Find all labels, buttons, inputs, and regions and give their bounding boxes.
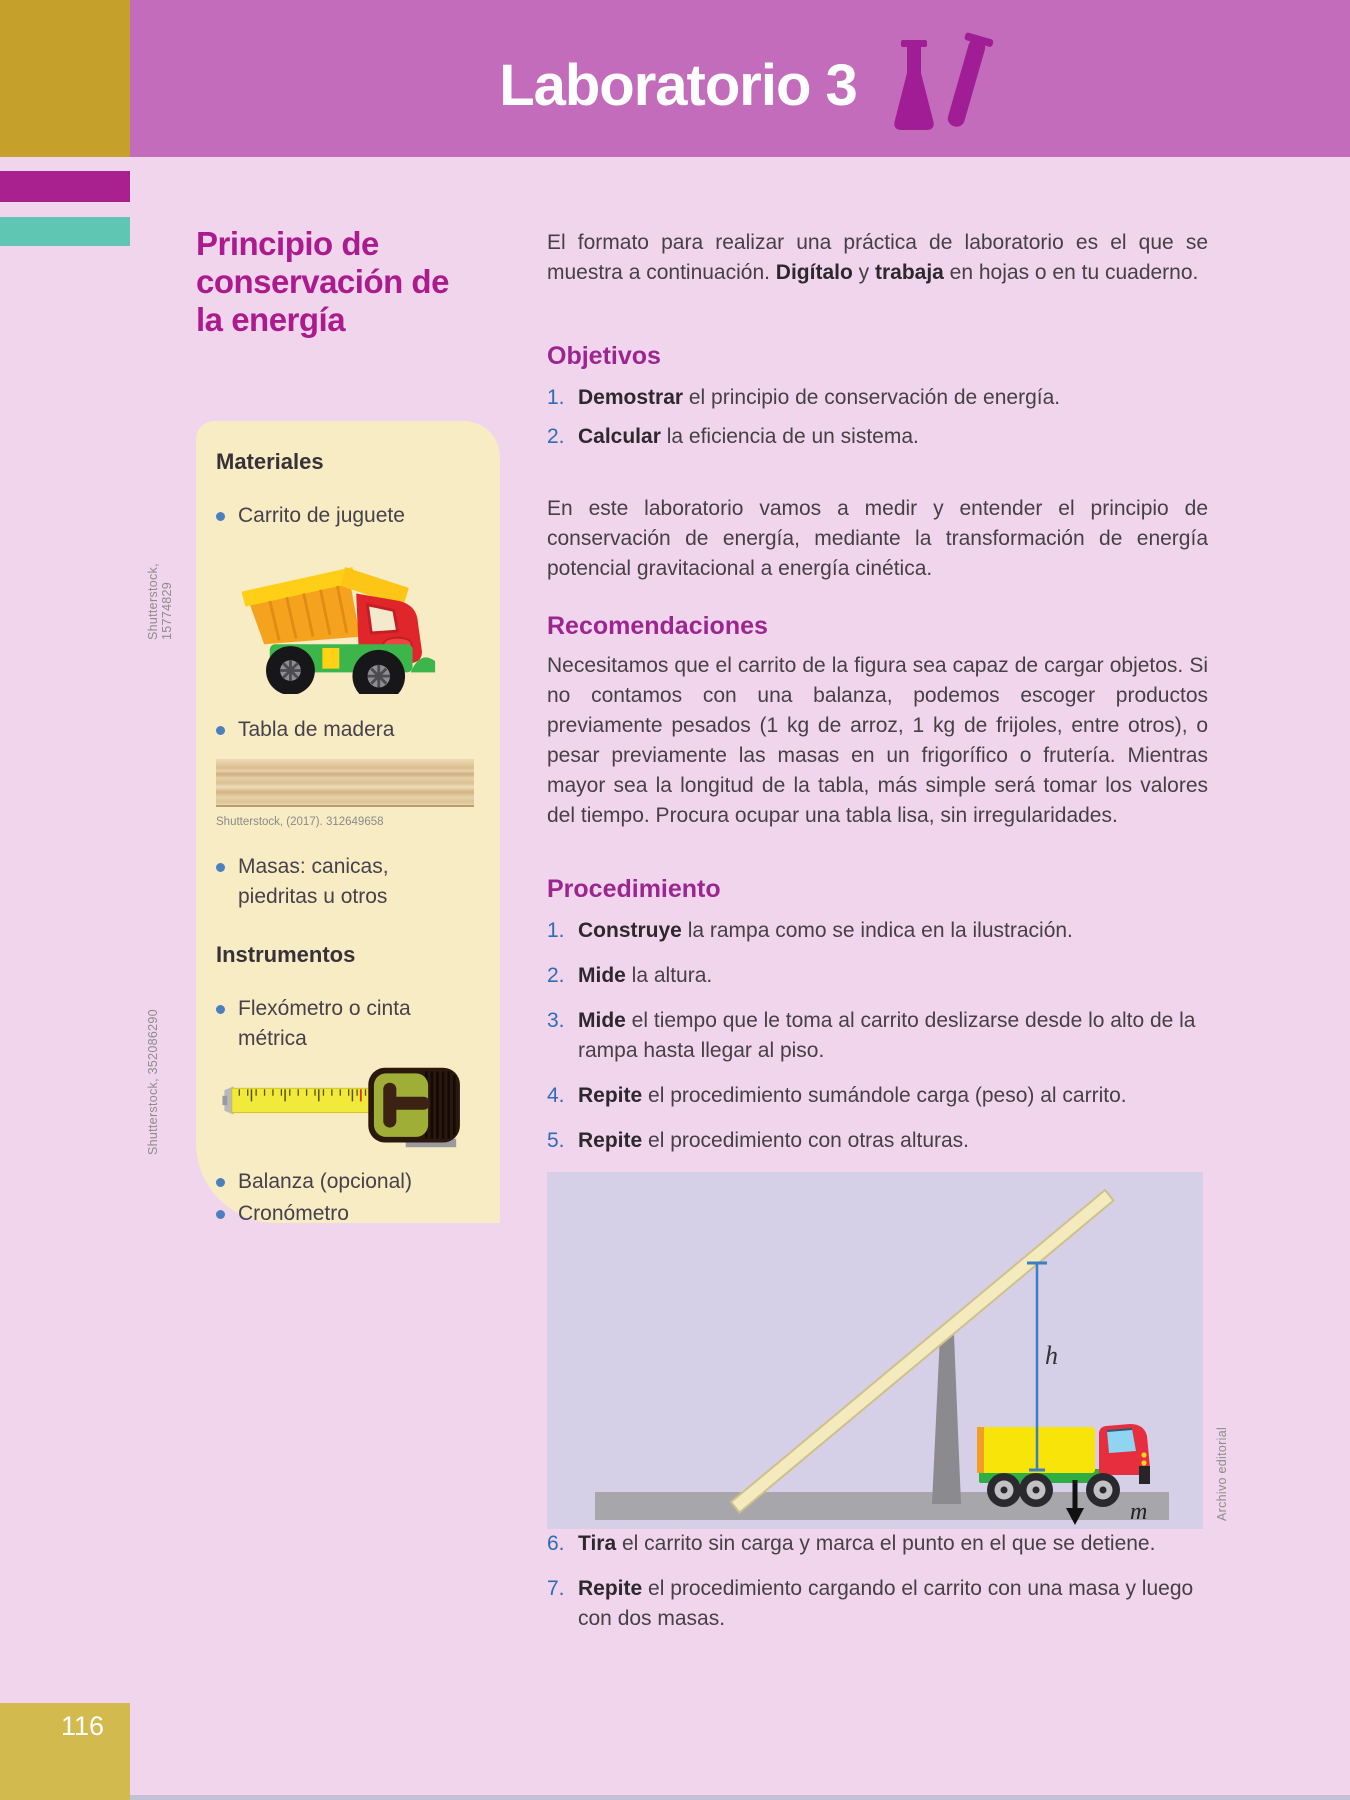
test-tube-icon <box>937 32 995 141</box>
instrument-item-chrono: Cronómetro <box>216 1199 478 1229</box>
material-item-board: Tabla de madera <box>216 715 478 745</box>
figure-credit: Archivo editorial <box>1215 1426 1229 1521</box>
instruments-heading: Instrumentos <box>216 942 356 967</box>
procedimiento-item-5: 5. Repite el procedimiento con otras alturas. <box>547 1129 970 1152</box>
procedimiento-item-6: 6. Tira el carrito sin carga y marca el punto en el que se detiene. <box>547 1532 1156 1555</box>
accent-bar-teal <box>0 217 130 246</box>
page-number: 116 <box>60 1711 104 1741</box>
instrument-item-tape: Flexómetro o cinta métrica <box>216 994 478 1054</box>
bottom-strip <box>130 1795 1350 1800</box>
sidebar-title: Principio de conservación de la energía <box>196 225 449 338</box>
objetivos-heading: Objetivos <box>547 342 661 370</box>
intro-paragraph: El formato para realizar una práctica de laboratorio es el que se muestra a continuación. Digítalo y trabaja en hojas o en tu cuaderno. <box>547 231 1208 284</box>
bullet-icon <box>216 512 225 521</box>
procedimiento-item-2: 2. Mide la altura. <box>547 964 713 987</box>
procedimiento-heading: Procedimiento <box>547 875 721 903</box>
material-item-masses: Masas: canicas, piedritas u otros <box>216 852 478 912</box>
credit-shutterstock-tape: Shutterstock, 352086290 <box>146 1009 160 1155</box>
credit-shutterstock-truck: Shutterstock, 15774829 <box>146 563 174 640</box>
bullet-icon <box>216 1178 225 1187</box>
procedimiento-item-1: 1. Construye la rampa como se indica en la ilustración. <box>547 919 1073 942</box>
procedimiento-item-3: 3. Mide el tiempo que le toma al carrito deslizarse desde lo alto de la rampa hasta llegar al piso. <box>547 1009 1196 1062</box>
procedimiento-item-7: 7. Repite el procedimiento cargando el carrito con una masa y luego con dos masas. <box>547 1577 1194 1630</box>
material-item-cart: Carrito de juguete <box>216 501 478 531</box>
flask-icon <box>887 38 941 139</box>
bold-trabaja: trabaja <box>874 261 944 284</box>
page-number-block <box>0 1703 130 1800</box>
instrument-item-balance: Balanza (opcional) <box>216 1167 478 1197</box>
page-banner <box>130 0 1350 157</box>
ground <box>595 1492 1169 1520</box>
objetivos-item-2: 2. Calcular la eficiencia de un sistema. <box>547 425 919 448</box>
materials-heading: Materiales <box>216 449 324 474</box>
tape-measure-image <box>218 1064 478 1155</box>
procedimiento-list <box>547 916 1208 1156</box>
recomendaciones-heading: Recomendaciones <box>547 612 768 640</box>
lab-description-paragraph: En este laboratorio vamos a medir y entender el principio de conservación de energía, mediante la transformación de energía potencial gravitacional a energía cinética. <box>547 497 1208 580</box>
bullet-icon <box>216 726 225 735</box>
wood-image-caption: Shutterstock, (2017). 312649658 <box>216 816 384 828</box>
procedimiento-item-4: 4. Repite el procedimiento sumándole carga (peso) al carrito. <box>547 1084 1127 1107</box>
label-m: m <box>1130 1499 1148 1525</box>
materials-box <box>196 421 500 1223</box>
bullet-icon <box>216 863 225 872</box>
lab-glassware-icons <box>887 34 981 139</box>
procedimiento-list-after <box>547 1529 1208 1634</box>
bullet-icon <box>216 1005 225 1014</box>
label-h: h <box>1045 1341 1058 1370</box>
objetivos-item-1: 1. Demostrar el principio de conservación de energía. <box>547 386 1061 409</box>
objetivos-list <box>547 383 1208 452</box>
gold-corner-block <box>0 0 130 157</box>
accent-bar-magenta <box>0 171 130 202</box>
bullet-icon <box>216 1210 225 1219</box>
bold-digitalo: Digítalo <box>775 261 853 284</box>
toy-truck-image <box>230 539 478 699</box>
wood-board-image <box>216 759 474 807</box>
main-column <box>547 228 1229 1634</box>
page-title: Laboratorio 3 <box>499 53 857 118</box>
ramp-illustration <box>547 1172 1229 1529</box>
recomendaciones-paragraph: Necesitamos que el carrito de la figura sea capaz de cargar objetos. Si no contamos con una balanza, podemos escoger productos previamente pesados (1 kg de arroz, 1 kg de frijoles, entre otros), o pesar previamente las masas en un frigorífico o frutería. Mientras mayor sea la longitud de la tabla, más simple será tomar los valores del tiempo. Procura ocupar una tabla lisa, sin irregularidades. <box>547 654 1208 827</box>
